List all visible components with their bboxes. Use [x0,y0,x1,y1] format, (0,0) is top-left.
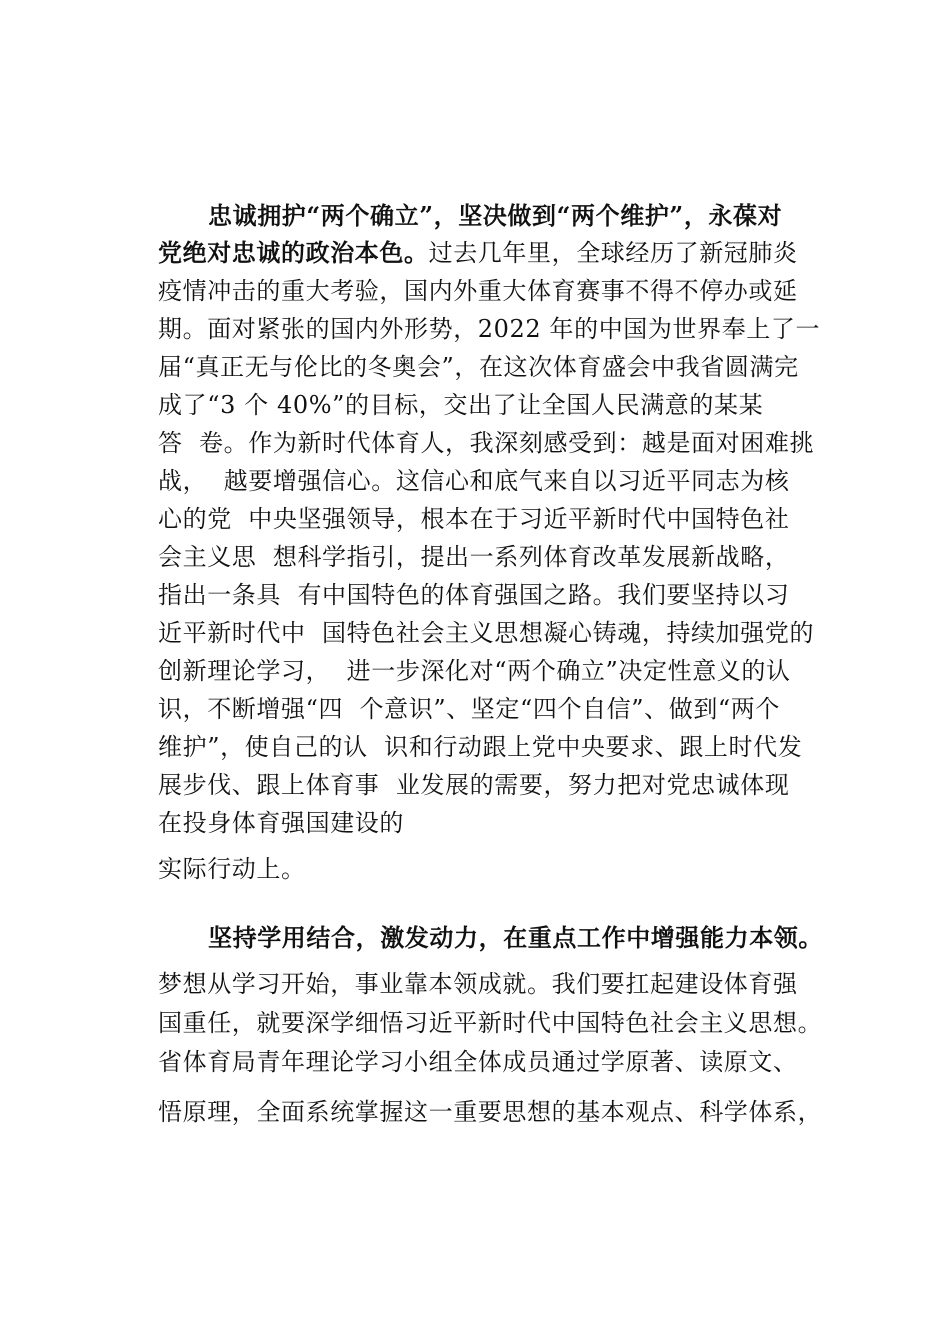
paragraph-2-line-2: 国重任，就要深学细悟习近平新时代中国特色社会主义思想。 [158,1009,823,1037]
paragraph-1-line-8: 战， 越要增强信心。这信心和底气来自以习近平同志为核 [158,467,790,495]
paragraph-2-line-3: 省体育局青年理论学习小组全体成员通过学原著、读原文、 [158,1048,798,1076]
paragraph-2-heading: 坚持学用结合，激发动力，在重点工作中增强能力本领。 [208,923,823,952]
paragraph-1-heading-line: 忠诚拥护“两个确立”，坚决做到“两个维护”，永葆对 [208,201,783,230]
paragraph-1-line-6: 成了“3 个 40%”的目标，交出了让全国人民满意的某某 [158,391,764,419]
paragraph-1-line-16: 展步伐、跟上体育事 业发展的需要，努力把对党忠诚体现 [158,771,790,799]
paragraph-1-line-18: 实际行动上。 [158,855,306,883]
paragraph-1-line-17: 在投身体育强国建设的 [158,809,404,837]
paragraph-1-line-3: 疫情冲击的重大考验，国内外重大体育赛事不得不停办或延 [158,277,798,305]
paragraph-1-line-4: 期。面对紧张的国内外形势，2022 年的中国为世界奉上了一 [158,315,821,343]
paragraph-1-line-12: 近平新时代中 国特色社会主义思想凝心铸魂，持续加强党的 [158,619,815,647]
paragraph-1-line-7: 答 卷。作为新时代体育人，我深刻感受到：越是面对困难挑 [158,429,815,457]
paragraph-1-heading-end: 党绝对忠诚的政治本色。 [158,238,429,267]
paragraph-1-line-2 [158,237,830,269]
paragraph-1-line-10: 会主义思 想科学指引，提出一系列体育改革发展新战略， [158,543,790,571]
paragraph-2-line-4: 悟原理，全面系统掌握这一重要思想的基本观点、科学体系， [158,1098,823,1126]
paragraph-1-line-2-text: 过去几年里，全球经历了新冠肺炎 [428,239,798,267]
paragraph-2-line-1: 梦想从学习开始，事业靠本领成就。我们要扛起建设体育强 [158,970,798,998]
paragraph-1-line-9: 心的党 中央坚强领导，根本在于习近平新时代中国特色社 [158,505,790,533]
paragraph-1-line-5: 届“真正无与伦比的冬奥会”，在这次体育盛会中我省圆满完 [158,353,799,381]
paragraph-1-line-11: 指出一条具 有中国特色的体育强国之路。我们要坚持以习 [158,581,790,609]
paragraph-1-line-13: 创新理论学习， 进一步深化对“两个确立”决定性意义的认 [158,657,791,685]
paragraph-1-line-14: 识，不断增强“四 个意识”、坚定“四个自信”、做到“两个 [158,695,781,723]
paragraph-1-line-15: 维护”，使自己的认 识和行动跟上党中央要求、跟上时代发 [158,733,803,761]
